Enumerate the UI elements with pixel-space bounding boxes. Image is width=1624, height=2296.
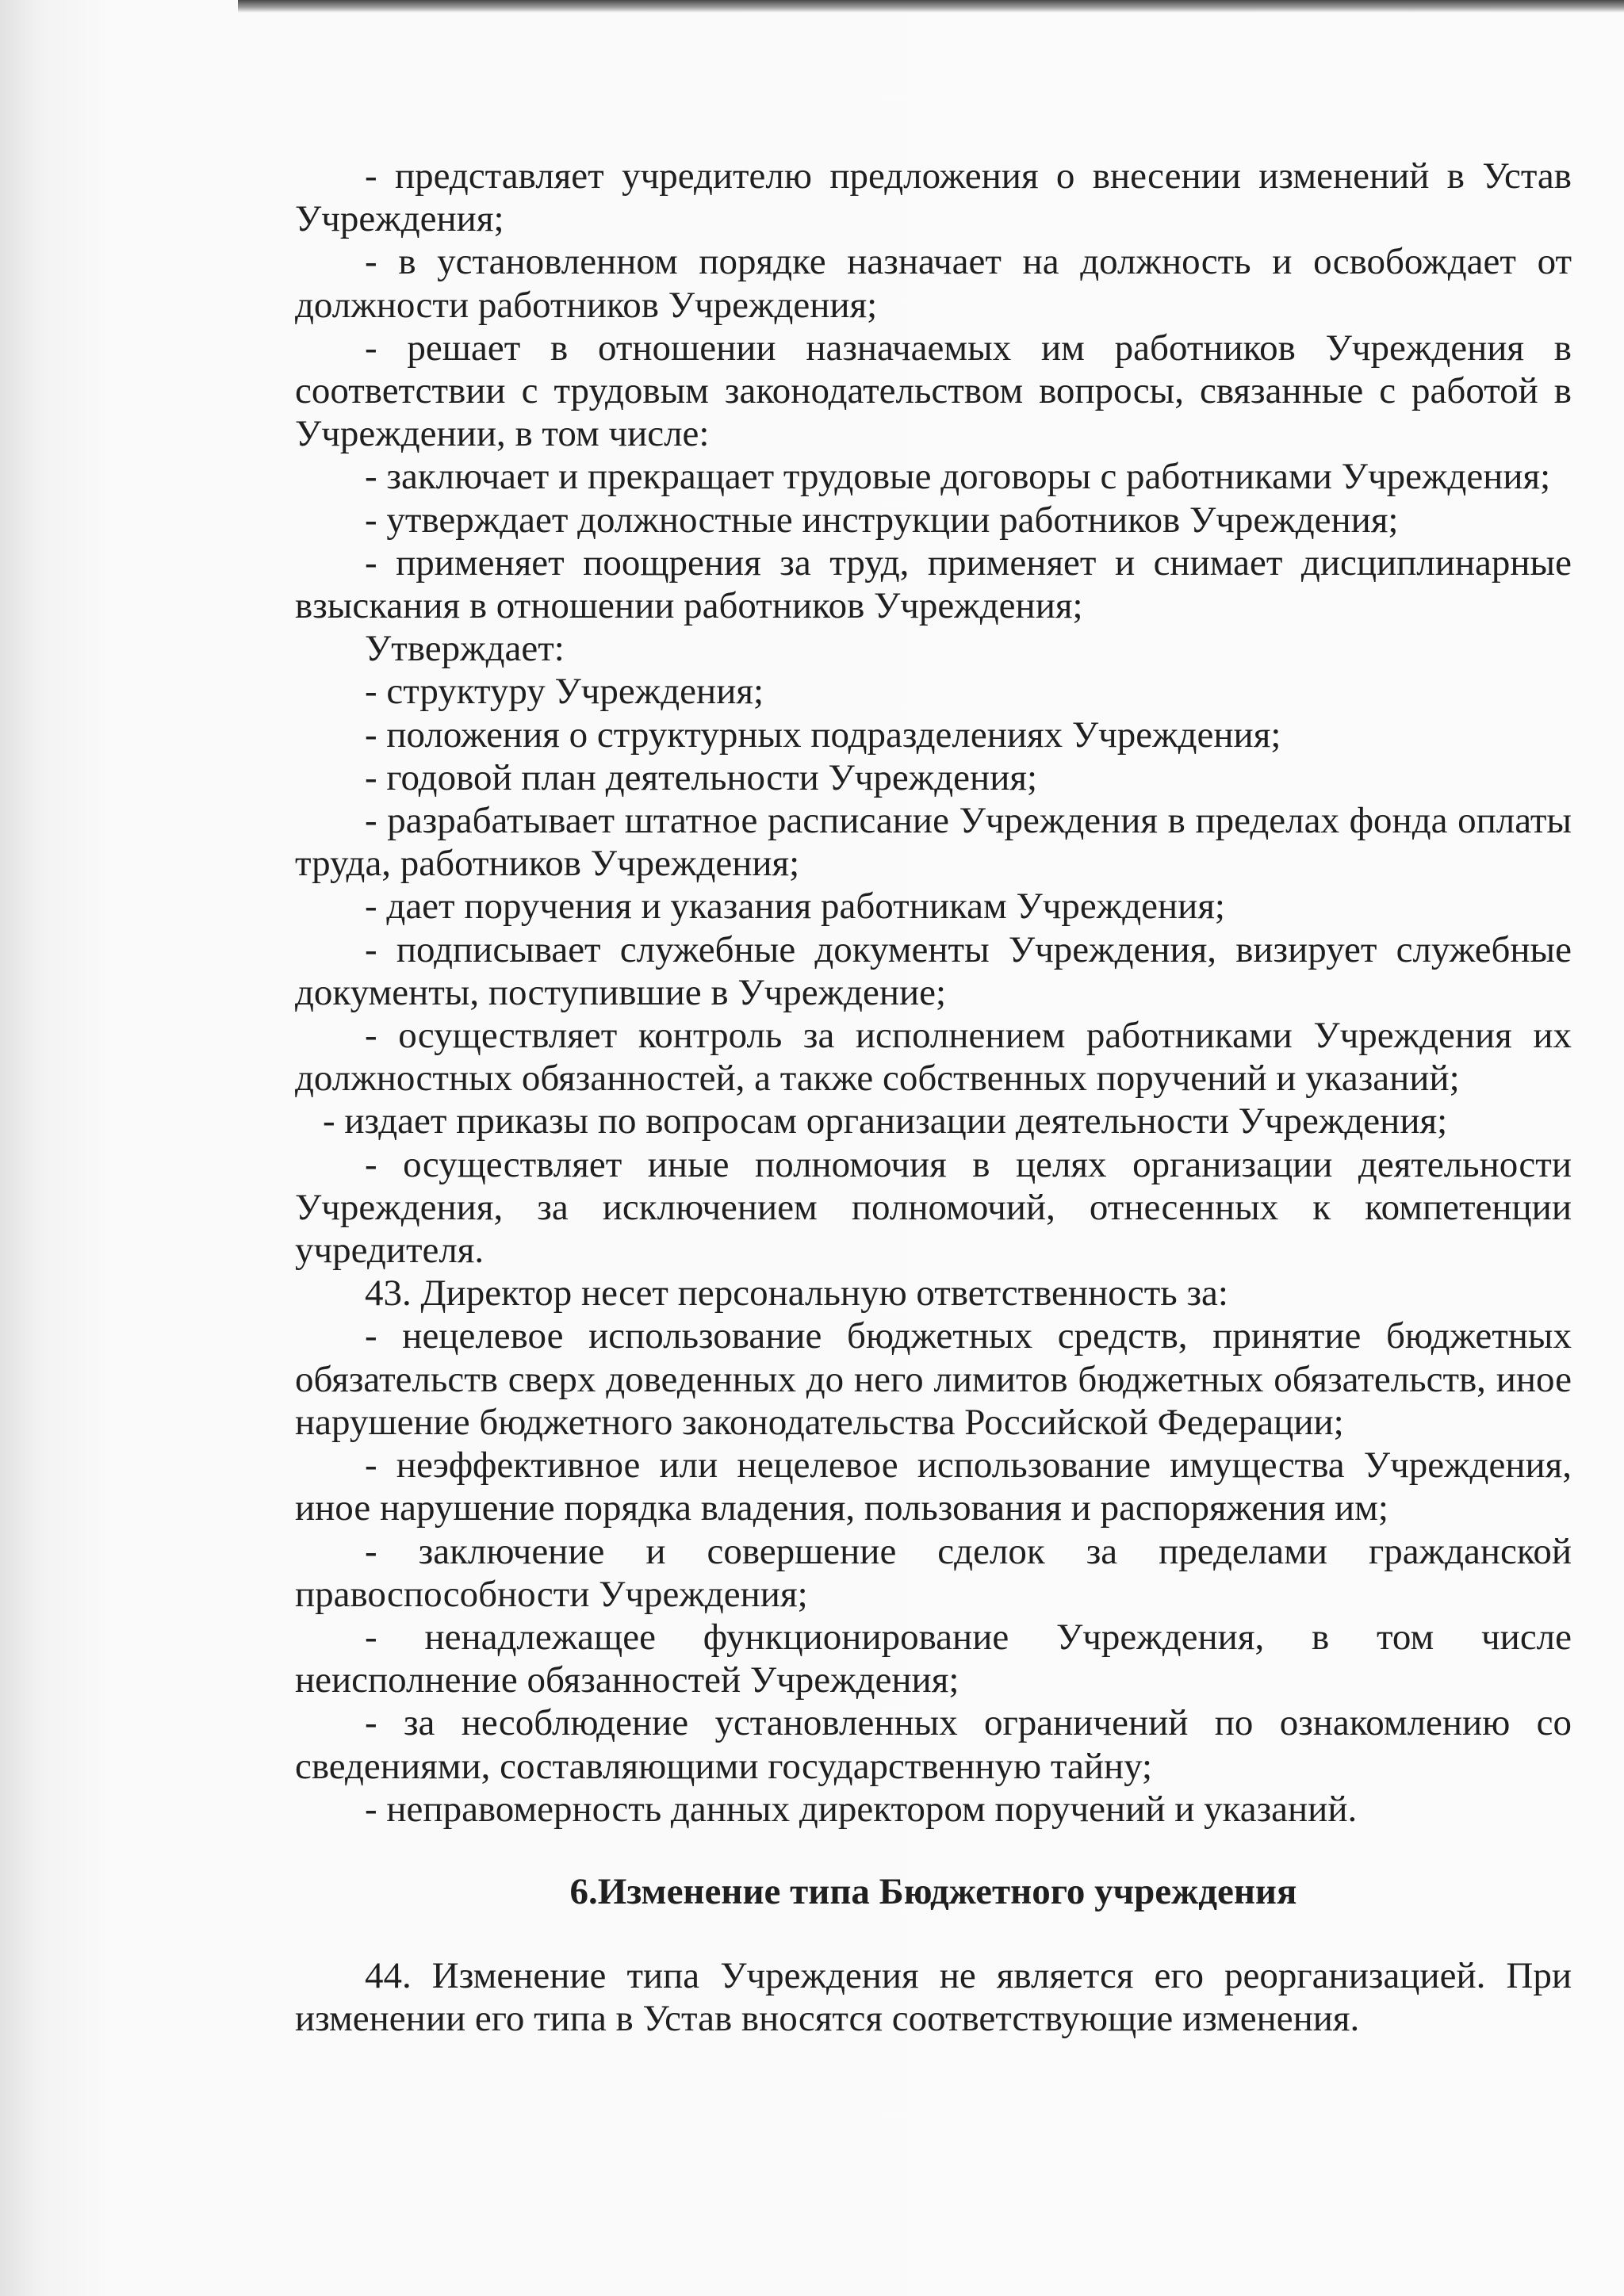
paragraph: - заключение и совершение сделок за пределами гражданской правоспособности Учреждения; (295, 1530, 1572, 1615)
scan-edge-shadow (238, 0, 1624, 13)
section-heading: 6.Изменение типа Бюджетного учреждения (569, 1870, 1297, 1912)
paragraph: - разрабатывает штатное расписание Учреждения в пределах фонда оплаты труда, работников Учреждения; (295, 800, 1572, 885)
paragraph: - осуществляет иные полномочия в целях организации деятельности Учреждения, за исключением полномочий, отнесенных к компетенции учредителя. (295, 1143, 1572, 1272)
paragraph: - нецелевое использование бюджетных средств, принятие бюджетных обязательств сверх доведенных до него лимитов бюджетных обязательств, иное нарушение бюджетного законодательства Российской Федерации; (295, 1315, 1572, 1443)
paragraph: - издает приказы по вопросам организации деятельности Учреждения; (323, 1100, 1448, 1142)
paragraph: 43. Директор несет персональную ответственность за: (365, 1272, 1228, 1314)
paragraph: - представляет учредителю предложения о внесении изменений в Устав Учреждения; (295, 155, 1572, 240)
paragraph: - ненадлежащее функционирование Учреждения, в том числе неисполнение обязанностей Учреждения; (295, 1616, 1572, 1701)
paragraph: - структуру Учреждения; (365, 671, 764, 713)
paragraph: - неэффективное или нецелевое использование имущества Учреждения, иное нарушение порядка владения, пользования и распоряжения им; (295, 1445, 1572, 1529)
paragraph: - утверждает должностные инструкции работников Учреждения; (365, 499, 1399, 541)
paragraph: - применяет поощрения за труд, применяет и снимает дисциплинарные взыскания в отношении работников Учреждения; (295, 541, 1572, 627)
paragraph: - в установленном порядке назначает на должность и освобождает от должности работников Учреждения; (295, 241, 1572, 326)
paragraph: - решает в отношении назначаемых им работников Учреждения в соответствии с трудовым законодательством вопросы, связанные с работой в Учреждении, в том числе: (295, 327, 1572, 455)
paragraph: - дает поручения и указания работникам Учреждения; (365, 886, 1225, 928)
paragraph: - осуществляет контроль за исполнением работниками Учреждения их должностных обязанностей, а также собственных поручений и указаний; (295, 1015, 1572, 1100)
paragraph: - неправомерность данных директором поручений и указаний. (365, 1788, 1358, 1830)
paragraph: 44. Изменение типа Учреждения не является его реорганизацией. При изменении его типа в Устав вносятся соответствующие изменения. (295, 1955, 1572, 2040)
paragraph: - заключает и прекращает трудовые договоры с работниками Учреждения; (365, 456, 1551, 498)
paragraph: - положения о структурных подразделениях Учреждения; (365, 714, 1281, 756)
paragraph: - подписывает служебные документы Учреждения, визирует служебные документы, поступившие в Учреждение; (295, 928, 1572, 1013)
paragraph: - за несоблюдение установленных ограничений по ознакомлению со сведениями, составляющими государственную тайну; (295, 1702, 1572, 1787)
paragraph: - годовой план деятельности Учреждения; (365, 756, 1038, 798)
paragraph: Утверждает: (365, 628, 565, 670)
document-body (295, 155, 1572, 2041)
